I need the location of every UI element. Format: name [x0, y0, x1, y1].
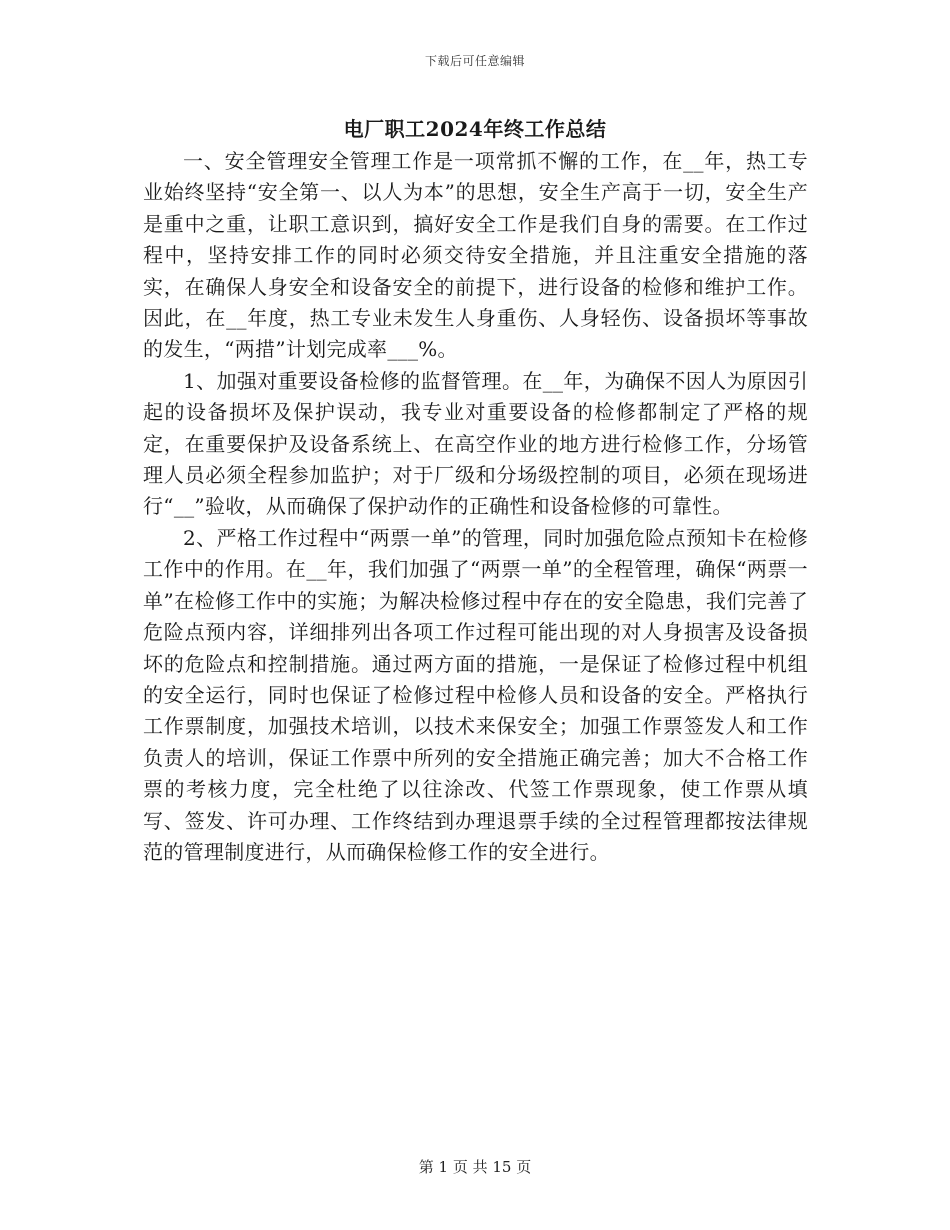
document-body — [143, 146, 808, 868]
document-title: 电厂职工2024年终工作总结 — [343, 117, 607, 141]
paragraph-equipment-supervision: 1、加强对重要设备检修的监督管理。在__年，为确保不因人为原因引起的设备损坏及保护误动，我专业对重要设备的检修都制定了严格的规定，在重要保护及设备系统上、在高空作业的地方进行检修工作，分场管理人员必须全程参加监护；对于厂级和分场级控制的项目，必须在现场进行“__”验收，从而确保了保护动作的正确性和设备检修的可靠性。 — [143, 368, 808, 519]
paragraph-safety-management: 一、安全管理安全管理工作是一项常抓不懈的工作，在__年，热工专业始终坚持“安全第一、以人为本”的思想，安全生产高于一切，安全生产是重中之重，让职工意识到，搞好安全工作是我们自身的需要。在工作过程中，坚持安排工作的同时必须交待安全措施，并且注重安全措施的落实，在确保人身安全和设备安全的前提下，进行设备的检修和维护工作。因此，在__年度，热工专业未发生人身重伤、人身轻伤、设备损坏等事故的发生，“两措”计划完成率___%。 — [143, 149, 808, 362]
paragraph-work-ticket-management: 2、严格工作过程中“两票一单”的管理，同时加强危险点预知卡在检修工作中的作用。在__年，我们加强了“两票一单”的全程管理，确保“两票一单”在检修工作中的实施；为解决检修过程中存在的安全隐患，我们完善了危险点预内容，详细排列出各项工作过程可能出现的对人身损害及设备损坏的危险点和控制措施。通过两方面的措施，一是保证了检修过程中机组的安全运行，同时也保证了检修过程中检修人员和设备的安全。严格执行工作票制度，加强技术培训，以技术来保安全；加强工作票签发人和工作负责人的培训，保证工作票中所列的安全措施正确完善；加大不合格工作票的考核力度，完全杜绝了以往涂改、代签工作票现象，使工作票从填写、签发、许可办理、工作终结到办理退票手续的全过程管理都按法律规范的管理制度进行，从而确保检修工作的安全进行。 — [143, 525, 808, 864]
header-note: 下载后可任意编辑 — [424, 54, 525, 68]
page-number: 第 1 页 共 15 页 — [418, 1158, 532, 1176]
